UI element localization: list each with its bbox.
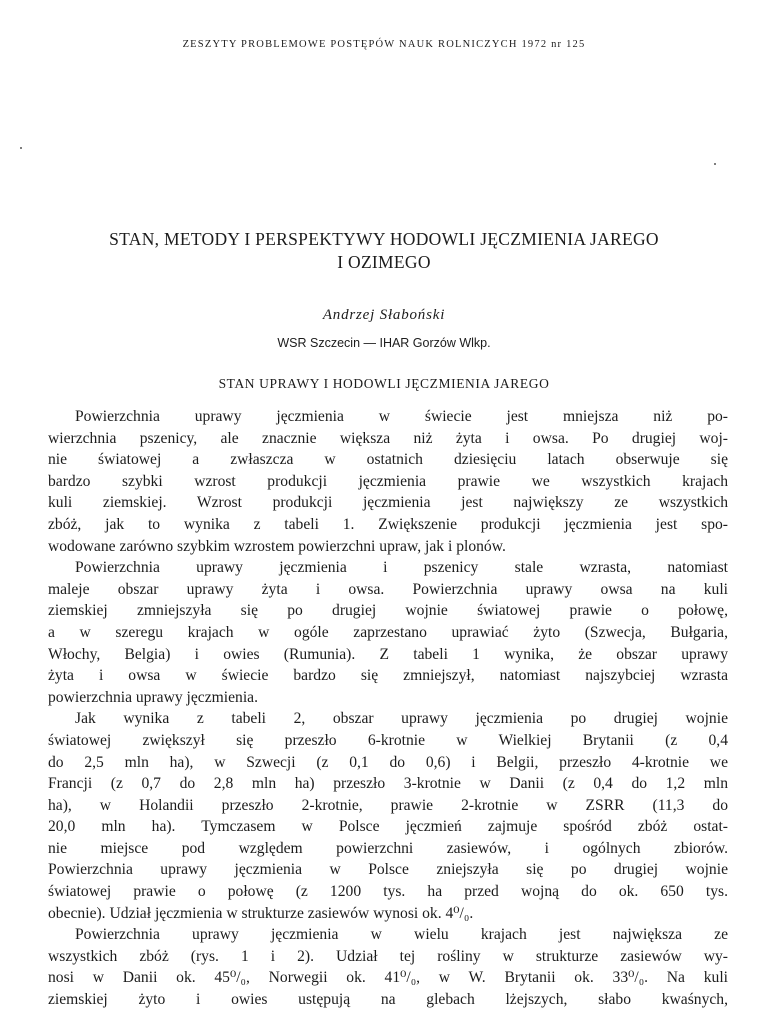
body-line: żyta i owsa w świecie bardzo się zmniejszył, natomiast najszybciej wzrasta — [48, 667, 728, 685]
body-line: Powierzchnia uprawy jęczmienia w świecie jest mniejsza niż po- — [75, 408, 728, 425]
scan-speck — [20, 147, 22, 149]
scan-speck — [714, 163, 716, 165]
body-line: powierzchnia uprawy jęczmienia. — [48, 688, 258, 706]
body-line: nie miejsce pod względem powierzchni zasiewów, i ogólnych zbiorów. — [48, 839, 728, 857]
body-line: wierzchnia pszenicy, ale znacznie większa niż żyta i owsa. Po drugiej woj- — [48, 429, 728, 447]
running-header: ZESZYTY PROBLEMOWE POSTĘPÓW NAUK ROLNICZYCH 1972 nr 125 — [182, 39, 586, 50]
body-line: obecnie). Udział jęczmienia w strukturze zasiewów wynosi ok. 4⁰/₀. — [48, 904, 474, 922]
body-line: nie światowej a zwłaszcza w ostatnich dziesięciu latach obserwuje się — [48, 451, 728, 469]
body-line: światowej prawie o połowę (z 1200 tys. ha przed wojną do ok. 650 tys. — [48, 883, 728, 901]
article-title — [40, 228, 728, 274]
body-line: wodowane zarówno szybkim wzrostem powierzchni upraw, jak i plonów. — [48, 537, 506, 555]
body-line: maleje obszar uprawy żyta i owsa. Powierzchnia uprawy owsa na kuli — [48, 580, 728, 598]
body-line: Powierzchnia uprawy jęczmienia w wielu krajach jest największa ze — [75, 926, 728, 944]
body-line: zbóż, jak to wynika z tabeli 1. Zwiększenie produkcji jęczmienia jest spo- — [48, 515, 728, 533]
body-line: ziemskiej żyto i owies ustępują na glebach lżejszych, słabo kwaśnych, — [48, 991, 728, 1009]
body-line: kuli ziemskiej. Wzrost produkcji jęczmienia jest największy ze wszystkich — [48, 494, 728, 512]
article-title-line-1: STAN, METODY I PERSPEKTYWY HODOWLI JĘCZMIENIA JAREGO — [109, 229, 659, 249]
body-line: nosi w Danii ok. 45⁰/₀, Norwegii ok. 41⁰/₀, w W. Brytanii ok. 33⁰/₀. Na kuli — [48, 969, 728, 987]
body-line: do 2,5 mln ha), w Szwecji (z 0,1 do 0,6) i Belgii, przeszło 4-krotnie we — [48, 753, 728, 771]
author-affiliation: WSR Szczecin — IHAR Gorzów Wlkp. — [277, 336, 491, 350]
body-line: ha), w Holandii przeszło 2-krotnie, prawie 2-krotnie w ZSRR (11,3 do — [48, 796, 728, 814]
body-line: Powierzchnia uprawy jęczmienia w Polsce zniejszyła się po drugiej wojnie — [48, 861, 728, 879]
article-title-line-2: I OZIMEGO — [337, 252, 431, 272]
body-line: Powierzchnia uprawy jęczmienia i pszenicy stale wzrasta, natomiast — [75, 559, 728, 577]
body-text — [48, 406, 728, 1011]
body-line: Jak wynika z tabeli 2, obszar uprawy jęczmienia po drugiej wojnie — [75, 710, 728, 728]
author-name: Andrzej Słaboński — [322, 307, 446, 323]
body-line: a w szeregu krajach w ogóle zaprzestano uprawiać żyto (Szwecja, Bułgaria, — [48, 623, 728, 641]
body-line: bardzo szybki wzrost produkcji jęczmienia prawie we wszystkich krajach — [48, 472, 728, 490]
section-heading: STAN UPRAWY I HODOWLI JĘCZMIENIA JAREGO — [218, 376, 550, 391]
body-line: ziemskiej zmniejszyła się po drugiej wojnie światowej prawie o połowę, — [48, 602, 728, 620]
body-line: wszystkich zbóż (rys. 1 i 2). Udział tej rośliny w strukturze zasiewów wy- — [48, 947, 728, 965]
body-line: Włochy, Belgia) i owies (Rumunia). Z tabeli 1 wynika, że obszar uprawy — [48, 645, 728, 663]
body-line: Francji (z 0,7 do 2,8 mln ha) przeszło 3-krotnie w Danii (z 0,4 do 1,2 mln — [48, 775, 728, 793]
body-line: światowej zwiększył się przeszło 6-krotnie w Wielkiej Brytanii (z 0,4 — [48, 731, 728, 749]
body-line: 20,0 mln ha). Tymczasem w Polsce jęczmień zajmuje spośród zbóż ostat- — [48, 818, 728, 836]
